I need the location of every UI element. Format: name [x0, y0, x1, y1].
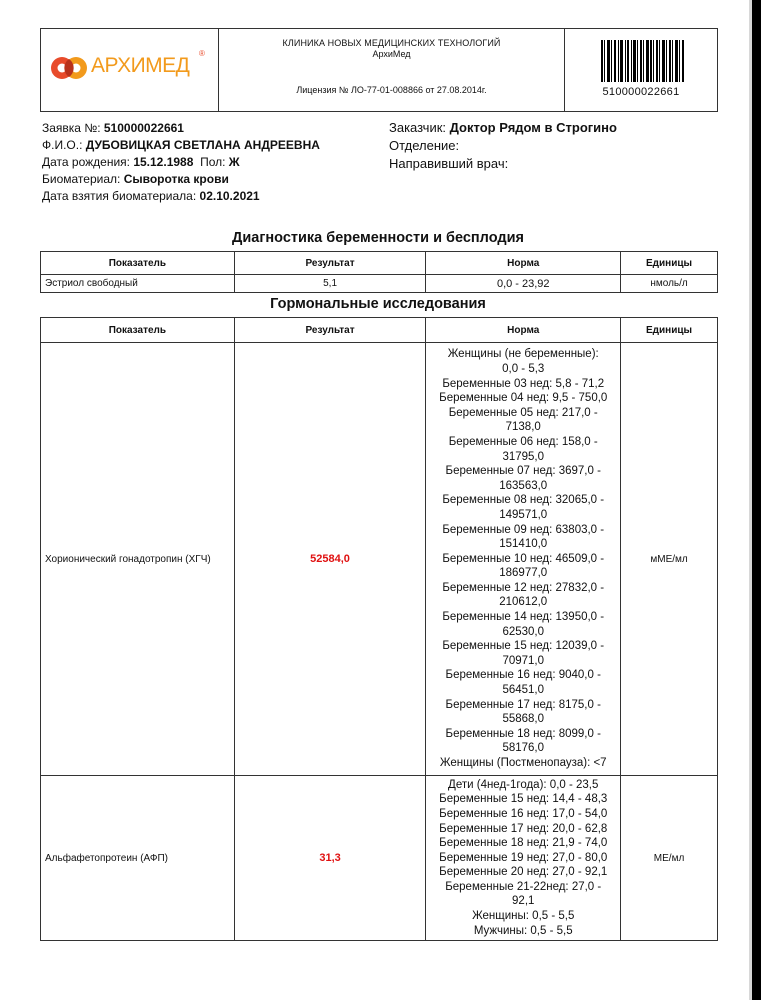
norm-line: Беременные 14 нед: 13950,0 - — [442, 611, 605, 624]
document-header — [40, 28, 718, 112]
hcg-name: Хорионический гонадотропин (ХГЧ) — [41, 343, 235, 776]
norm-line: 0,0 - 5,3 — [502, 362, 545, 375]
biomaterial-line — [42, 171, 320, 188]
norm-line: Беременные 17 нед: 8175,0 - — [445, 698, 601, 711]
table-row-hcg — [41, 343, 718, 776]
barcode-number: 510000022661 — [602, 86, 680, 98]
name-value: ДУБОВИЦКАЯ СВЕТЛАНА АНДРЕЕВНА — [85, 138, 320, 152]
norm-line: Беременные 05 нед: 217,0 - — [448, 406, 598, 419]
name-label: Ф.И.О.: — [42, 138, 83, 152]
customer-value: Доктор Рядом в Строгино — [449, 120, 617, 135]
order-value: 510000022661 — [103, 121, 184, 135]
name-line — [42, 137, 320, 154]
col-units: Единицы — [621, 318, 718, 343]
afp-name: Альфафетопротеин (АФП) — [41, 776, 235, 941]
barcode-cell — [565, 29, 717, 111]
norm-line: 7138,0 — [505, 421, 541, 434]
sample-date-value: 02.10.2021 — [199, 189, 260, 203]
afp-units: МЕ/мл — [621, 776, 718, 941]
norm-line: Беременные 03 нед: 5,8 - 71,2 — [442, 377, 605, 390]
row-result: 5,1 — [234, 275, 426, 293]
dob-line — [42, 154, 320, 171]
norm-line: Беременные 20 нед: 27,0 - 92,1 — [439, 866, 608, 879]
row-norm: 0,0 - 23,92 — [426, 275, 621, 293]
clinic-short-name: АрхиМед — [372, 49, 411, 59]
table-header-row — [41, 252, 718, 275]
norm-line: 55868,0 — [502, 713, 545, 726]
barcode-icon — [601, 40, 685, 82]
norm-line: Беременные 10 нед: 46509,0 - — [442, 552, 605, 565]
norm-line: Беременные 12 нед: 27832,0 - — [442, 581, 605, 594]
norm-line: 70971,0 — [502, 654, 545, 667]
norm-line: 151410,0 — [499, 538, 548, 551]
norm-line: Беременные 08 нед: 32065,0 - — [442, 494, 605, 507]
customer-info — [389, 119, 617, 173]
norm-line: Беременные 21-22нед: 27,0 - — [445, 880, 602, 893]
table-row-afp — [41, 776, 718, 941]
norm-line: Женщины (не беременные): — [447, 348, 599, 361]
biomaterial-value: Сыворотка крови — [123, 172, 229, 186]
pregnancy-table — [40, 251, 718, 293]
order-label: Заявка №: — [42, 121, 101, 135]
sex-value: Ж — [228, 155, 240, 169]
norm-line: Беременные 15 нед: 14,4 - 48,3 — [439, 793, 608, 806]
table-row — [41, 275, 718, 293]
col-result: Результат — [234, 252, 426, 275]
biomaterial-label: Биоматериал: — [42, 172, 121, 186]
col-indicator: Показатель — [41, 318, 235, 343]
hcg-units: мМЕ/мл — [621, 343, 718, 776]
norm-line: 210612,0 — [499, 596, 548, 609]
logo-text: АРХИМЕД — [91, 54, 190, 77]
norm-line: 163563,0 — [499, 479, 548, 492]
norm-line: Беременные 06 нед: 158,0 - — [448, 435, 598, 448]
table-header-row — [41, 318, 718, 343]
col-norm: Норма — [426, 318, 621, 343]
row-units: нмоль/л — [621, 275, 718, 293]
norm-line: Беременные 18 нед: 21,9 - 74,0 — [439, 837, 608, 850]
norm-line: Женщины (Постменопауза): <7 — [439, 757, 607, 770]
col-indicator: Показатель — [41, 252, 235, 275]
doctor-line: Направивший врач: — [389, 156, 509, 171]
license-text: Лицензия № ЛО-77-01-008866 от 27.08.2014г. — [296, 85, 487, 95]
hcg-norm-lines — [430, 347, 616, 770]
norm-line: 149571,0 — [499, 508, 548, 521]
norm-line: Беременные 09 нед: 63803,0 - — [442, 523, 605, 536]
hcg-result: 52584,0 — [234, 343, 426, 776]
department-line: Отделение: — [389, 138, 460, 153]
col-result: Результат — [234, 318, 426, 343]
norm-line: 31795,0 — [502, 450, 545, 463]
dob-label: Дата рождения: — [42, 155, 130, 169]
logo-cell — [41, 29, 219, 111]
order-line — [42, 120, 320, 137]
norm-line: 58176,0 — [502, 742, 545, 755]
norm-line: Беременные 15 нед: 12039,0 - — [442, 640, 605, 653]
registered-mark: ® — [199, 49, 205, 58]
norm-line: Беременные 07 нед: 3697,0 - — [445, 465, 601, 478]
afp-norm — [426, 776, 621, 941]
patient-info — [42, 120, 320, 205]
archimed-logo-icon — [49, 53, 93, 83]
customer-label: Заказчик: — [389, 120, 447, 135]
hormonal-table — [40, 317, 718, 941]
norm-line: Беременные 19 нед: 27,0 - 80,0 — [439, 851, 608, 864]
col-units: Единицы — [621, 252, 718, 275]
clinic-name: КЛИНИКА НОВЫХ МЕДИЦИНСКИХ ТЕХНОЛОГИЙ — [282, 38, 501, 48]
sample-date-label: Дата взятия биоматериала: — [42, 189, 197, 203]
col-norm: Норма — [426, 252, 621, 275]
dob-value: 15.12.1988 — [133, 155, 194, 169]
section-hormonal-title: Гормональные исследования — [270, 296, 486, 312]
norm-line: Мужчины: 0,5 - 5,5 — [473, 924, 573, 937]
norm-line: Дети (4нед-1года): 0,0 - 23,5 — [448, 778, 599, 791]
hcg-norm — [426, 343, 621, 776]
norm-line: 62530,0 — [502, 625, 545, 638]
section-pregnancy-title: Диагностика беременности и бесплодия — [232, 230, 524, 246]
afp-result: 31,3 — [234, 776, 426, 941]
norm-line: Беременные 16 нед: 9040,0 - — [445, 669, 601, 682]
norm-line: Беременные 17 нед: 20,0 - 62,8 — [439, 822, 608, 835]
norm-line: Женщины: 0,5 - 5,5 — [472, 910, 575, 923]
norm-line: 186977,0 — [499, 567, 548, 580]
sample-date-line — [42, 188, 320, 205]
norm-line: 92,1 — [512, 895, 535, 908]
norm-line: 56451,0 — [502, 684, 545, 697]
clinic-cell — [219, 29, 565, 111]
norm-line: Беременные 04 нед: 9,5 - 750,0 — [439, 392, 608, 405]
afp-norm-lines — [430, 778, 616, 939]
scan-edge — [752, 0, 761, 1000]
norm-line: Беременные 18 нед: 8099,0 - — [445, 727, 601, 740]
sex-label: Пол: — [200, 155, 226, 169]
norm-line: Беременные 16 нед: 17,0 - 54,0 — [439, 807, 608, 820]
row-name: Эстриол свободный — [41, 275, 235, 293]
customer-line — [389, 119, 617, 137]
